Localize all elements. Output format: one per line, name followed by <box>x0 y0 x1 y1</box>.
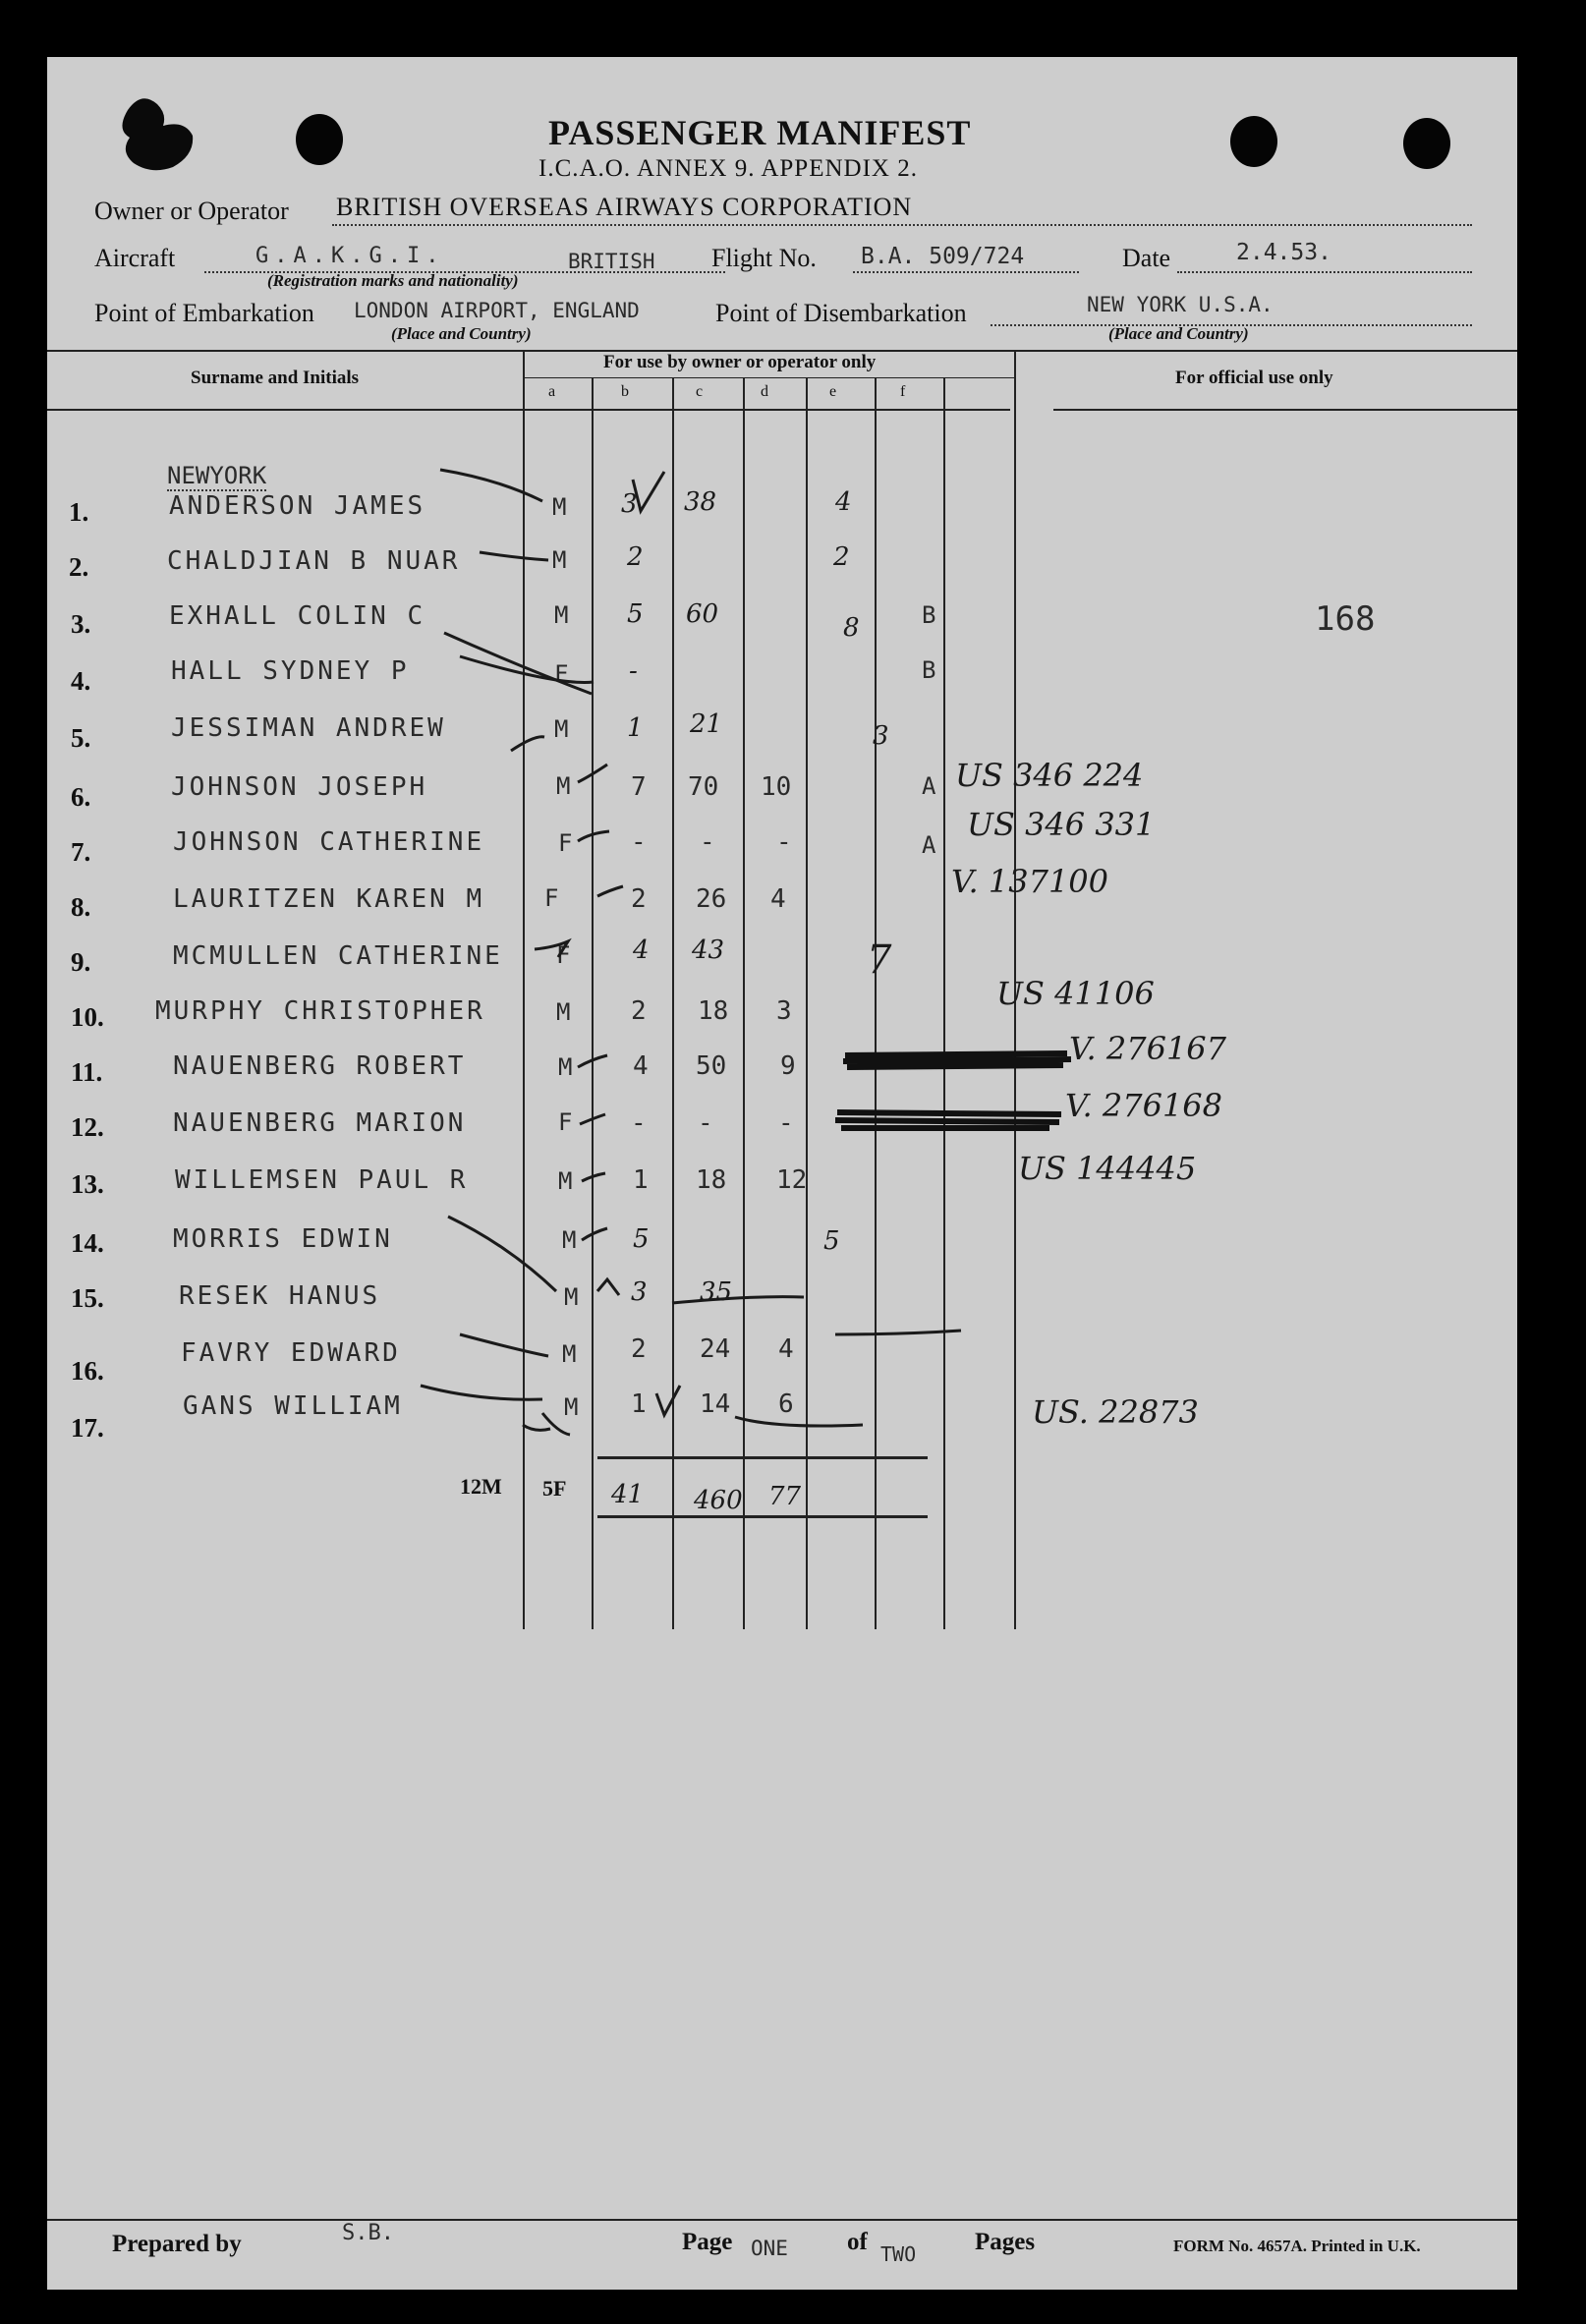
date-label: Date <box>1122 244 1171 272</box>
official-entry: V. 137100 <box>951 863 1109 900</box>
passenger-name: NAUENBERG ROBERT <box>173 1051 467 1081</box>
passenger-name: CHALDJIAN B NUAR <box>167 546 461 576</box>
official-entry: V. 276167 <box>1069 1030 1227 1067</box>
official-use-header: For official use only <box>1175 368 1333 388</box>
official-entry: US 144445 <box>1018 1150 1197 1187</box>
pages-label: Pages <box>975 2229 1036 2255</box>
owner-value: BRITISH OVERSEAS AIRWAYS CORPORATION <box>336 193 913 221</box>
of-value: TWO <box>880 2242 917 2266</box>
owner-use-header: For use by owner or operator only <box>603 352 877 372</box>
aircraft-note: (Registration marks and nationality) <box>267 271 519 290</box>
passenger-name: HALL SYDNEY P <box>171 656 410 686</box>
of-label: of <box>847 2229 868 2255</box>
owner-label: Owner or Operator <box>94 197 289 225</box>
official-entry: US. 22873 <box>1032 1393 1199 1431</box>
subcol-c: c <box>696 383 704 400</box>
passenger-name: MCMULLEN CATHERINE <box>173 941 503 971</box>
subcol-f: f <box>900 383 906 400</box>
passenger-name: JESSIMAN ANDREW <box>171 713 446 743</box>
aircraft-label: Aircraft <box>94 244 176 272</box>
passenger-name: LAURITZEN KAREN M <box>173 884 485 914</box>
disembark-value: NEW YORK U.S.A. <box>1087 293 1274 316</box>
handwriting-strokes <box>47 57 1517 1629</box>
subcol-d: d <box>761 383 768 400</box>
passenger-name: MORRIS EDWIN <box>173 1224 393 1254</box>
passenger-name: ANDERSON JAMES <box>169 491 426 521</box>
passenger-name: JOHNSON CATHERINE <box>173 827 485 857</box>
official-entry: V. 276168 <box>1065 1087 1223 1124</box>
prepared-label: Prepared by <box>112 2231 242 2257</box>
page-subtitle: I.C.A.O. ANNEX 9. APPENDIX 2. <box>538 155 918 182</box>
official-entry: US 41106 <box>996 975 1155 1012</box>
embark-note: (Place and Country) <box>391 324 532 343</box>
form-number: FORM No. 4657A. Printed in U.K. <box>1173 2237 1421 2255</box>
surname-header: Surname and Initials <box>191 368 360 388</box>
newyork-annotation: NEWYORK <box>167 462 267 489</box>
official-entry: US 346 331 <box>967 806 1156 843</box>
page-value: ONE <box>751 2237 788 2260</box>
prepared-value: S.B. <box>342 2221 394 2245</box>
subcol-a: a <box>548 383 556 400</box>
page-title: PASSENGER MANIFEST <box>548 113 972 152</box>
totals-males: 12M <box>460 1474 502 1499</box>
aircraft-value: G.A.K.G.I. <box>255 244 445 268</box>
official-number: 168 <box>1315 599 1376 639</box>
page-label: Page <box>682 2229 733 2255</box>
passenger-name: EXHALL COLIN C <box>169 601 426 631</box>
date-value: 2.4.53. <box>1236 240 1331 265</box>
flight-value: B.A. 509/724 <box>861 244 1025 269</box>
manifest-sheet: PASSENGER MANIFEST I.C.A.O. ANNEX 9. APPENDIX 2. Owner or Operator BRITISH OVERSEAS AIRWAYS CORPORATION Aircraft G.A.K.G.I. BRITISH (Registration marks and nationality) Flight No. B.A. 509/724 Date 2.4.53. Point of Embarkation LONDON AIRPORT, ENGLAND (Place and Country) Point of Disembarkation NEW YORK U.S.A. (Place and Country) Surname and Initials For use by owner or operator only For official use only a b c d e f NEWYORK 168 1. ANDERSON JAMES M 3 38 4 2. CHALDJIAN B NUAR M 2 2 3. EXHALL COLIN C M 5 60 8 B 4. HALL SYDNEY P F - B 5. JESSIMAN ANDREW M 1 21 3 6. JOHNSON JOSEPH M 7 70 10 A US 346 224 7. JOHNSON CATHERINE F - - - A US 346 331 8. LAURITZEN KAREN M F 2 26 4 V. 137100 9. MCMULLEN CATHERINE F 4 43 7 10. MURPHY CHRISTOPHER M 2 18 3 US 41106 11. NAUENBERG ROBERT M 4 50 9 V. 276167 12. NAUENBERG MARION F - - - V. 276168 13. WILLEMSEN PAUL R M 1 18 12 US 144445 14. MORRIS EDWIN M 5 5 15. RESEK HANUS M 3 35 16. FAVRY EDWARD M 2 24 4 17. GANS WILLIAM M 1 14 6 US. 22873 12M 5F 41 460 77 Prepared by S.B. Page ONE of TWO Pages FORM No. 4657A. Printed in U.K. <box>47 57 1517 2290</box>
passenger-name: WILLEMSEN PAUL R <box>175 1165 469 1195</box>
aircraft-nationality: BRITISH <box>568 250 655 273</box>
totals-d: 77 <box>768 1482 802 1511</box>
passenger-name: RESEK HANUS <box>179 1281 381 1311</box>
disembark-note: (Place and Country) <box>1108 324 1249 343</box>
official-entry: US 346 224 <box>955 757 1144 794</box>
totals-females: 5F <box>542 1476 567 1501</box>
passenger-name: FAVRY EDWARD <box>181 1338 401 1368</box>
passenger-name: MURPHY CHRISTOPHER <box>155 996 485 1026</box>
embark-label: Point of Embarkation <box>94 299 314 327</box>
subcol-b: b <box>621 383 629 400</box>
passenger-name: JOHNSON JOSEPH <box>171 772 428 802</box>
subcol-e: e <box>829 383 837 400</box>
totals-b: 41 <box>611 1480 645 1509</box>
passenger-name: NAUENBERG MARION <box>173 1108 467 1138</box>
totals-c: 460 <box>694 1486 743 1515</box>
passenger-name: GANS WILLIAM <box>183 1391 403 1421</box>
flight-label: Flight No. <box>711 244 817 272</box>
disembark-label: Point of Disembarkation <box>715 299 967 327</box>
embark-value: LONDON AIRPORT, ENGLAND <box>354 299 640 322</box>
